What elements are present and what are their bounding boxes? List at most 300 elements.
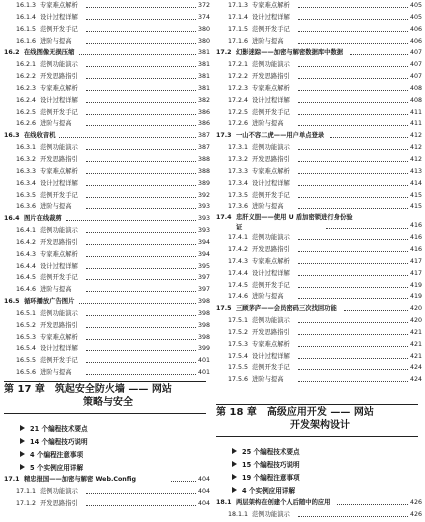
entry-page-number: 426 bbox=[409, 510, 422, 518]
entry-number: 16.2.5 bbox=[16, 108, 37, 116]
chapter-feature-bullet bbox=[20, 449, 83, 459]
entry-number: 16.5.5 bbox=[16, 357, 37, 365]
toc-subsection-entry[interactable] bbox=[4, 24, 212, 36]
entry-page-number: 406 bbox=[409, 37, 422, 45]
entry-number: 16.4.5 bbox=[16, 274, 37, 282]
dot-leader bbox=[298, 185, 408, 186]
entry-number: 17.1.4 bbox=[228, 13, 249, 21]
entry-title: 设计过程详解 bbox=[252, 352, 290, 360]
dot-leader bbox=[298, 78, 408, 79]
entry-title: 进阶与提高 bbox=[252, 293, 284, 301]
entry-title: 开发思路指引 bbox=[40, 155, 78, 163]
dot-leader bbox=[86, 374, 196, 375]
toc-subsection-entry[interactable] bbox=[216, 232, 424, 244]
toc-subsection-entry[interactable] bbox=[4, 249, 212, 261]
entry-title: 范例功能演示 bbox=[252, 61, 290, 69]
toc-subsection-entry[interactable] bbox=[216, 59, 424, 71]
toc-subsection-entry[interactable] bbox=[4, 332, 212, 344]
toc-subsection-entry[interactable] bbox=[216, 178, 424, 190]
entry-number: 17.2.5 bbox=[228, 108, 249, 116]
chapter-17-title-line1: 第 17 章 筑起安全防火墙 —— 网站 bbox=[4, 384, 172, 395]
dot-leader bbox=[298, 31, 408, 32]
entry-number: 17.5.4 bbox=[228, 352, 249, 360]
entry-title: 设计过程详解 bbox=[40, 96, 78, 104]
toc-subsection-entry[interactable] bbox=[4, 107, 212, 119]
entry-number: 17.5.3 bbox=[228, 340, 249, 348]
entry-number: 16.5.1 bbox=[16, 309, 37, 317]
entry-title: 专家难点解析 bbox=[252, 257, 290, 265]
entry-number: 16.4.4 bbox=[16, 262, 37, 270]
chapter-feature-bullet bbox=[232, 472, 300, 482]
entry-number: 17.1.2 bbox=[16, 499, 37, 507]
dot-leader bbox=[66, 220, 196, 221]
entry-title: 范例功能演示 bbox=[40, 144, 78, 152]
entry-page-number: 381 bbox=[197, 61, 210, 69]
entry-number: 17.1 bbox=[4, 476, 20, 483]
entry-title: 开发思路指引 bbox=[40, 321, 78, 329]
entry-page-number: 408 bbox=[409, 96, 422, 104]
entry-number: 16.4 bbox=[4, 215, 20, 223]
entry-page-number: 386 bbox=[197, 120, 210, 128]
dot-leader bbox=[86, 244, 196, 245]
chapter-feature-bullet bbox=[232, 446, 300, 456]
toc-subsection-entry[interactable] bbox=[4, 83, 212, 95]
entry-page-number: 419 bbox=[409, 293, 422, 301]
toc-subsection-entry[interactable] bbox=[4, 71, 212, 83]
entry-number: 17.4.6 bbox=[228, 293, 249, 301]
entry-page-number: 401 bbox=[197, 357, 210, 365]
entry-page-number: 412 bbox=[409, 155, 422, 163]
dot-leader bbox=[298, 516, 408, 517]
entry-title: 专家难点解析 bbox=[40, 333, 78, 341]
dot-leader bbox=[79, 54, 196, 55]
entry-title: 范例功能演示 bbox=[252, 234, 290, 242]
entry-title: 设计过程详解 bbox=[252, 179, 290, 187]
entry-page-number: 381 bbox=[197, 49, 210, 57]
entry-number: 17.5.2 bbox=[228, 328, 249, 336]
triangle-bullet-icon bbox=[20, 451, 25, 457]
chapter-18-title-line1: 第 18 章 高级应用开发 —— 网站 bbox=[216, 407, 374, 418]
entry-title: 范例开发手记 bbox=[252, 281, 290, 289]
dot-leader bbox=[86, 149, 196, 150]
entry-title: 开发思路指引 bbox=[40, 499, 78, 507]
entry-title: 范例开发手记 bbox=[40, 191, 78, 199]
entry-page-number: 416 bbox=[409, 234, 422, 242]
entry-title: 设计过程详解 bbox=[252, 269, 290, 277]
entry-title: 设计过程详解 bbox=[252, 96, 290, 104]
chapter-18-title-line2: 开发架构设计 bbox=[290, 420, 350, 431]
entry-title: 进阶与提高 bbox=[40, 37, 72, 45]
entry-title: 范例开发手记 bbox=[252, 108, 290, 116]
dot-leader bbox=[298, 358, 408, 359]
entry-page-number: 424 bbox=[409, 364, 422, 372]
toc-section-entry[interactable] bbox=[216, 497, 424, 509]
entry-page-number: 372 bbox=[197, 2, 210, 9]
entry-page-number: 388 bbox=[197, 167, 210, 175]
toc-subsection-entry[interactable] bbox=[4, 272, 212, 284]
chapter-feature-bullet bbox=[20, 462, 83, 472]
triangle-bullet-icon bbox=[232, 487, 237, 493]
toc-subsection-entry[interactable] bbox=[4, 355, 212, 367]
entry-title: 开发思路指引 bbox=[252, 155, 290, 163]
dot-leader bbox=[86, 268, 196, 269]
dot-leader bbox=[298, 7, 408, 8]
toc-left-tail bbox=[4, 474, 212, 510]
entry-number: 17.2.1 bbox=[228, 61, 249, 69]
entry-number: 16.3 bbox=[4, 132, 20, 140]
dot-leader bbox=[86, 208, 196, 209]
entry-number: 17.1.5 bbox=[228, 25, 249, 33]
entry-title: 范例开发手记 bbox=[40, 274, 78, 282]
toc-subsection-entry[interactable] bbox=[4, 343, 212, 355]
bullet-text: 4 个实例应用详解 bbox=[242, 487, 296, 495]
dot-leader bbox=[337, 504, 408, 505]
entry-title: 开发思路指引 bbox=[252, 328, 290, 336]
toc-section-entry[interactable] bbox=[216, 130, 424, 142]
entry-number: 16.3.2 bbox=[16, 155, 37, 163]
entry-page-number: 398 bbox=[197, 298, 210, 306]
entry-number: 16.1.5 bbox=[16, 25, 37, 33]
entry-number: 16.3.4 bbox=[16, 179, 37, 187]
entry-title: 范例功能演示 bbox=[252, 317, 290, 325]
toc-subsection-entry[interactable] bbox=[216, 71, 424, 83]
entry-number: 17.3.6 bbox=[228, 203, 249, 211]
toc-subsection-entry[interactable] bbox=[216, 0, 424, 12]
entry-page-number: 374 bbox=[197, 13, 210, 21]
entry-page-number: 411 bbox=[409, 120, 422, 128]
toc-subsection-entry[interactable] bbox=[4, 142, 212, 154]
entry-number: 17.5.6 bbox=[228, 376, 249, 384]
toc-subsection-entry[interactable] bbox=[4, 118, 212, 130]
toc-subsection-entry[interactable] bbox=[216, 166, 424, 178]
dot-leader bbox=[298, 208, 408, 209]
toc-right-entries bbox=[216, 0, 424, 386]
dot-leader bbox=[86, 315, 196, 316]
entry-page-number: 416 bbox=[409, 246, 422, 254]
toc-subsection-entry[interactable] bbox=[216, 118, 424, 130]
toc-subsection-entry[interactable] bbox=[216, 362, 424, 374]
entry-title: 专家难点解析 bbox=[40, 167, 78, 175]
dot-leader bbox=[298, 322, 408, 323]
entry-page-number: 404 bbox=[197, 476, 210, 483]
entry-page-number: 426 bbox=[409, 499, 422, 506]
dot-leader bbox=[298, 239, 408, 240]
bullet-text: 5 个实例应用详解 bbox=[30, 464, 84, 472]
toc-section-entry[interactable] bbox=[216, 47, 424, 59]
entry-page-number: 421 bbox=[409, 328, 422, 336]
entry-title: 进阶与提高 bbox=[252, 120, 284, 128]
bullet-text: 21 个编程技术要点 bbox=[30, 425, 88, 433]
toc-subsection-entry[interactable] bbox=[4, 36, 212, 48]
entry-page-number: 393 bbox=[197, 203, 210, 211]
dot-leader bbox=[350, 54, 408, 55]
toc-subsection-entry[interactable] bbox=[216, 374, 424, 386]
toc-subsection-entry[interactable] bbox=[4, 284, 212, 296]
toc-subsection-entry[interactable] bbox=[4, 486, 212, 498]
entry-title: 进阶与提高 bbox=[252, 37, 284, 45]
dot-leader bbox=[86, 185, 196, 186]
entry-title: 精忠报国——加密与解密 Web.Config bbox=[24, 476, 136, 483]
toc-section-entry[interactable] bbox=[4, 474, 212, 486]
toc-subsection-entry[interactable] bbox=[216, 154, 424, 166]
triangle-bullet-icon bbox=[20, 425, 25, 431]
toc-subsection-entry[interactable] bbox=[4, 225, 212, 237]
entry-number: 17.3.4 bbox=[228, 179, 249, 187]
entry-title: 两层架构在创建个人后随中的应用 bbox=[236, 499, 331, 506]
dot-leader bbox=[86, 173, 196, 174]
dot-leader bbox=[86, 232, 196, 233]
entry-title: 范例功能演示 bbox=[40, 227, 78, 235]
toc-subsection-entry[interactable] bbox=[216, 327, 424, 339]
entry-title: 范例功能演示 bbox=[252, 144, 290, 152]
bullet-text: 25 个编程技术要点 bbox=[242, 448, 300, 456]
toc-subsection-entry[interactable] bbox=[4, 12, 212, 24]
dot-leader bbox=[298, 287, 408, 288]
entry-title: 范例功能演示 bbox=[252, 510, 290, 518]
entry-number: 16.1.4 bbox=[16, 13, 37, 21]
dot-leader bbox=[86, 90, 196, 91]
entry-title: 范例开发手记 bbox=[252, 191, 290, 199]
entry-number: 17.3.5 bbox=[228, 191, 249, 199]
toc-subsection-entry[interactable] bbox=[216, 268, 424, 280]
entry-number: 16.3.1 bbox=[16, 144, 37, 152]
entry-number: 17.1.6 bbox=[228, 37, 249, 45]
entry-number: 17.5.5 bbox=[228, 364, 249, 372]
toc-subsection-entry[interactable] bbox=[4, 178, 212, 190]
toc-subsection-entry[interactable] bbox=[4, 320, 212, 332]
entry-number: 16.2.4 bbox=[16, 96, 37, 104]
toc-subsection-entry[interactable] bbox=[4, 59, 212, 71]
entry-title: 开发思路指引 bbox=[40, 238, 78, 246]
entry-title: 进阶与提高 bbox=[40, 203, 72, 211]
toc-subsection-entry[interactable] bbox=[216, 280, 424, 292]
entry-title: 范例功能演示 bbox=[40, 487, 78, 495]
toc-subsection-entry[interactable] bbox=[216, 201, 424, 213]
toc-subsection-entry[interactable] bbox=[216, 142, 424, 154]
entry-title: 图片在线裁剪 bbox=[24, 215, 62, 223]
entry-title: 专家难点解析 bbox=[40, 2, 78, 9]
entry-number: 16.5 bbox=[4, 298, 20, 306]
triangle-bullet-icon bbox=[232, 461, 237, 467]
chapter-bottom-rule bbox=[216, 436, 418, 437]
entry-page-number: 381 bbox=[197, 84, 210, 92]
chapter-feature-bullet bbox=[232, 459, 300, 469]
toc-subsection-entry[interactable] bbox=[4, 0, 212, 12]
entry-title: 设计过程详解 bbox=[40, 179, 78, 187]
entry-page-number: 407 bbox=[409, 73, 422, 81]
entry-number: 17.2.2 bbox=[228, 73, 249, 81]
entry-page-number: 415 bbox=[409, 191, 422, 199]
toc-section-entry[interactable] bbox=[216, 303, 424, 315]
entry-page-number: 405 bbox=[409, 13, 422, 21]
entry-title: 进阶与提高 bbox=[252, 376, 284, 384]
entry-page-number: 386 bbox=[197, 108, 210, 116]
entry-number: 17.4 bbox=[216, 214, 232, 222]
entry-number: 18.1 bbox=[216, 499, 232, 506]
toc-subsection-entry[interactable] bbox=[4, 95, 212, 107]
chapter-17-heading bbox=[4, 383, 212, 409]
dot-leader bbox=[298, 346, 408, 347]
entry-page-number: 394 bbox=[197, 250, 210, 258]
dot-leader bbox=[86, 43, 196, 44]
entry-page-number: 419 bbox=[409, 281, 422, 289]
triangle-bullet-icon bbox=[232, 448, 237, 454]
entry-title: 设计过程详解 bbox=[40, 345, 78, 353]
entry-number: 17.4.5 bbox=[228, 281, 249, 289]
entry-page-number: 382 bbox=[197, 96, 210, 104]
entry-page-number: 397 bbox=[197, 274, 210, 282]
entry-page-number: 393 bbox=[197, 227, 210, 235]
entry-title: 专家难点解析 bbox=[252, 84, 290, 92]
dot-leader bbox=[298, 251, 408, 252]
toc-section-entry[interactable] bbox=[216, 213, 424, 232]
dot-leader bbox=[86, 291, 196, 292]
entry-title: 范例开发手记 bbox=[40, 357, 78, 365]
toc-subsection-entry[interactable] bbox=[4, 498, 212, 510]
toc-left-column bbox=[4, 0, 212, 507]
dot-leader bbox=[86, 505, 196, 506]
entry-title: 开发思路指引 bbox=[252, 73, 290, 81]
toc-subsection-entry[interactable] bbox=[216, 315, 424, 327]
toc-section-entry[interactable] bbox=[4, 296, 212, 308]
entry-page-number: 420 bbox=[409, 305, 422, 313]
dot-leader bbox=[298, 114, 408, 115]
dot-leader bbox=[344, 310, 408, 311]
toc-subsection-entry[interactable] bbox=[216, 95, 424, 107]
entry-title: 范例功能演示 bbox=[40, 61, 78, 69]
toc-subsection-entry[interactable] bbox=[216, 256, 424, 268]
entry-page-number: 387 bbox=[197, 144, 210, 152]
entry-title: 设计过程详解 bbox=[40, 262, 78, 270]
dot-leader bbox=[298, 125, 408, 126]
dot-leader bbox=[171, 481, 196, 482]
dot-leader bbox=[298, 173, 408, 174]
dot-leader bbox=[326, 228, 408, 229]
toc-subsection-entry[interactable] bbox=[216, 190, 424, 202]
entry-number: 16.1.3 bbox=[16, 2, 37, 9]
toc-section-entry[interactable] bbox=[4, 213, 212, 225]
dot-leader bbox=[86, 493, 196, 494]
dot-leader bbox=[298, 197, 408, 198]
toc-subsection-entry[interactable] bbox=[4, 367, 212, 379]
entry-title: 专家难点解析 bbox=[40, 250, 78, 258]
dot-leader bbox=[86, 197, 196, 198]
entry-page-number: 416 bbox=[409, 222, 422, 230]
toc-section-entry[interactable] bbox=[4, 47, 212, 59]
toc-subsection-entry[interactable] bbox=[4, 237, 212, 249]
entry-number: 17.5 bbox=[216, 305, 232, 313]
entry-page-number: 421 bbox=[409, 340, 422, 348]
entry-number: 16.4.6 bbox=[16, 286, 37, 294]
toc-subsection-entry[interactable] bbox=[4, 201, 212, 213]
entry-title: 专家难点解析 bbox=[252, 167, 290, 175]
entry-title: 专家难点解析 bbox=[252, 2, 290, 9]
dot-leader bbox=[86, 19, 196, 20]
entry-title: 专家难点解析 bbox=[252, 340, 290, 348]
entry-title: 幻影迷踪——加密与解密数据库中数据 bbox=[236, 49, 344, 57]
entry-number: 16.4.3 bbox=[16, 250, 37, 258]
toc-subsection-entry[interactable] bbox=[4, 166, 212, 178]
toc-subsection-entry[interactable] bbox=[216, 351, 424, 363]
entry-page-number: 406 bbox=[409, 25, 422, 33]
toc-subsection-entry[interactable] bbox=[216, 36, 424, 48]
toc-subsection-entry[interactable] bbox=[4, 308, 212, 320]
entry-number: 16.3.5 bbox=[16, 191, 37, 199]
entry-page-number: 398 bbox=[197, 309, 210, 317]
dot-leader bbox=[298, 102, 408, 103]
entry-page-number: 413 bbox=[409, 167, 422, 175]
dot-leader bbox=[86, 161, 196, 162]
entry-number: 17.2.4 bbox=[228, 96, 249, 104]
dot-leader bbox=[330, 137, 408, 138]
entry-page-number: 380 bbox=[197, 25, 210, 33]
entry-page-number: 412 bbox=[409, 132, 422, 140]
entry-number: 17.1.3 bbox=[228, 2, 249, 9]
toc-subsection-entry[interactable] bbox=[216, 509, 424, 521]
entry-page-number: 398 bbox=[197, 321, 210, 329]
entry-title: 范例开发手记 bbox=[40, 108, 78, 116]
entry-number: 16.2.1 bbox=[16, 61, 37, 69]
dot-leader bbox=[79, 303, 196, 304]
entry-page-number: 420 bbox=[409, 317, 422, 325]
toc-right-tail bbox=[216, 497, 424, 521]
toc-subsection-entry[interactable] bbox=[4, 261, 212, 273]
entry-number: 17.3 bbox=[216, 132, 232, 140]
triangle-bullet-icon bbox=[232, 474, 237, 480]
entry-number: 16.1.6 bbox=[16, 37, 37, 45]
toc-subsection-entry[interactable] bbox=[216, 107, 424, 119]
entry-page-number: 404 bbox=[197, 487, 210, 495]
entry-title: 范例开发手记 bbox=[40, 25, 78, 33]
toc-subsection-entry[interactable] bbox=[4, 190, 212, 202]
toc-subsection-entry[interactable] bbox=[216, 291, 424, 303]
entry-title: 在线图像无损压缩 bbox=[24, 49, 75, 57]
toc-subsection-entry[interactable] bbox=[216, 244, 424, 256]
entry-number: 18.1.1 bbox=[228, 510, 249, 518]
dot-leader bbox=[298, 381, 408, 382]
entry-page-number: 401 bbox=[197, 369, 210, 377]
triangle-bullet-icon bbox=[20, 464, 25, 470]
dot-leader bbox=[86, 279, 196, 280]
dot-leader bbox=[86, 327, 196, 328]
entry-title: 三顾茅庐——会员密码三次找回功能 bbox=[236, 305, 337, 313]
entry-number: 17.3.3 bbox=[228, 167, 249, 175]
entry-number: 16.5.6 bbox=[16, 369, 37, 377]
dot-leader bbox=[86, 350, 196, 351]
toc-section-entry[interactable] bbox=[4, 130, 212, 142]
bullet-text: 15 个编程技巧说明 bbox=[242, 461, 300, 469]
entry-title: 忠肝义胆——使用 U 盾加密锁进行身份验证 bbox=[236, 214, 353, 231]
dot-leader bbox=[86, 256, 196, 257]
dot-leader bbox=[298, 149, 408, 150]
toc-subsection-entry[interactable] bbox=[216, 24, 424, 36]
toc-subsection-entry[interactable] bbox=[216, 339, 424, 351]
bullet-text: 4 个编程注意事项 bbox=[30, 451, 84, 459]
toc-subsection-entry[interactable] bbox=[216, 83, 424, 95]
dot-leader bbox=[298, 275, 408, 276]
dot-leader bbox=[86, 339, 196, 340]
entry-page-number: 395 bbox=[197, 262, 210, 270]
dot-leader bbox=[298, 90, 408, 91]
entry-title: 循环播放广告图片 bbox=[24, 298, 75, 306]
toc-subsection-entry[interactable] bbox=[4, 154, 212, 166]
entry-number: 16.3.6 bbox=[16, 203, 37, 211]
entry-number: 17.4.2 bbox=[228, 246, 249, 254]
entry-title: 设计过程详解 bbox=[252, 13, 290, 21]
toc-subsection-entry[interactable] bbox=[216, 12, 424, 24]
entry-number: 16.5.4 bbox=[16, 345, 37, 353]
entry-number: 17.2.6 bbox=[228, 120, 249, 128]
